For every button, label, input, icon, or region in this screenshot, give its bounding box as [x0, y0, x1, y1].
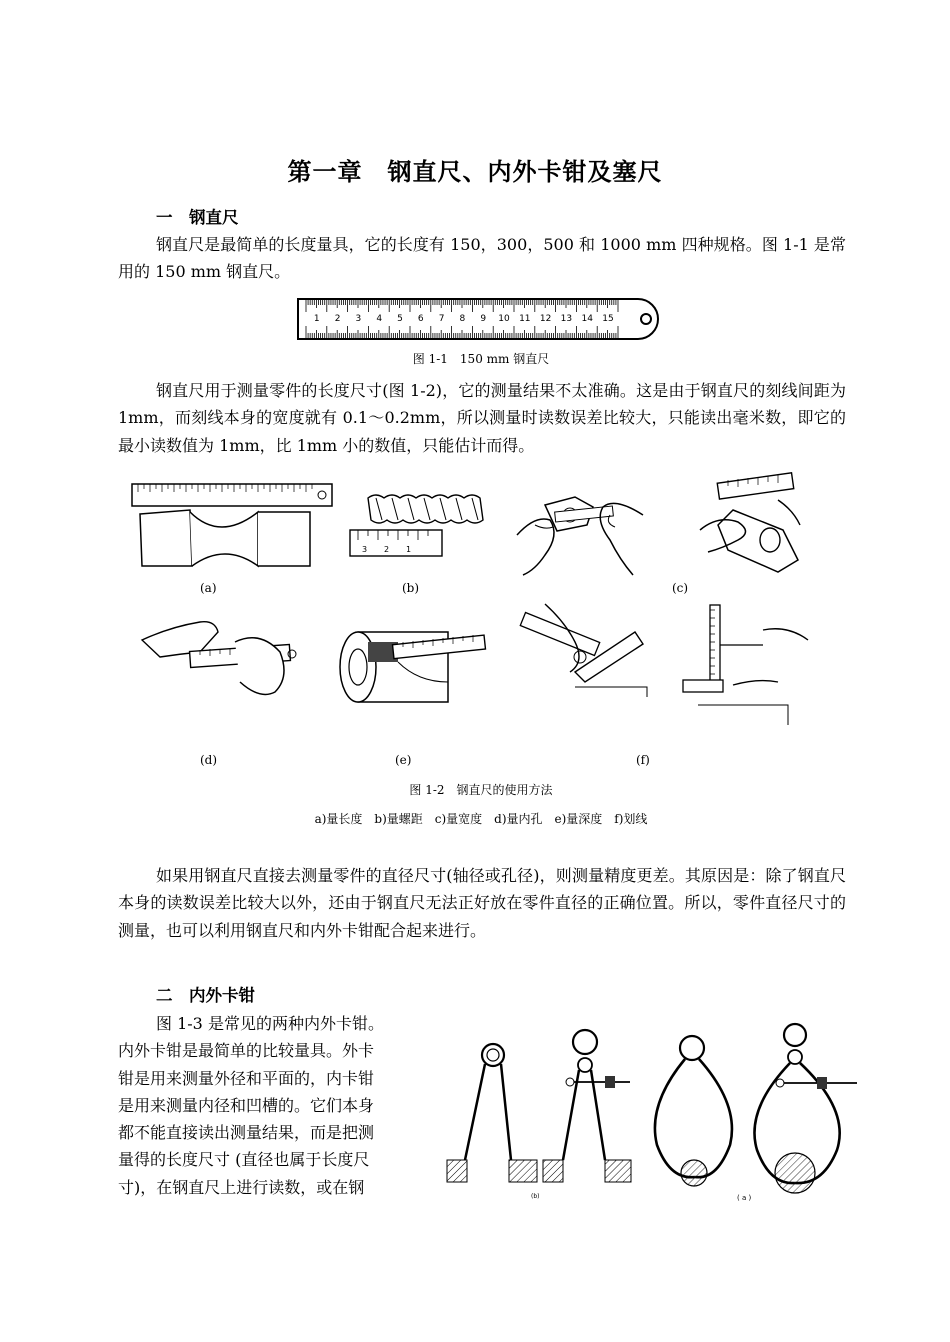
- figure-label-a: (a): [200, 581, 217, 595]
- ruler-number: 6: [417, 314, 424, 324]
- caliper-text-line: 是用来测量内径和凹槽的。它们本身: [118, 1095, 375, 1115]
- figure-measure-pitch: [348, 490, 498, 560]
- figure-1-3-label-b: (b): [531, 1193, 540, 1200]
- caliper-text-line: 寸)，在钢直尺上进行读数，或在钢: [118, 1177, 365, 1197]
- section-heading-steel-ruler: 一 钢直尺: [156, 208, 239, 227]
- caliper-text-line: 量得的长度尺寸 (直径也属于长度尺: [118, 1150, 370, 1170]
- figure-1-1-caption: 图 1-1 150 mm 钢直尺: [412, 352, 550, 366]
- ruler-number: 7: [438, 314, 445, 324]
- figure-1-3-label-a: ( a ): [737, 1194, 752, 1202]
- paragraph-diameter: 如果用钢直尺直接去测量零件的直径尺寸(轴径或孔径)，则测量精度更差。其原因是：除了钢直尺本身的读数误差比较大以外，还由于钢直尺无法正好放在零件直径的正确位置。所以，零件直径尺寸的测量，也可以利用钢直尺和内外卡钳配合起来进行。: [118, 866, 846, 940]
- ruler-number: 4: [376, 314, 383, 324]
- svg-text:3: 3: [362, 545, 368, 554]
- figure-outer-calipers: [645, 1015, 865, 1210]
- figure-measure-line-marking: [515, 602, 650, 697]
- paragraph-calipers: [118, 1010, 438, 1201]
- ruler-number: 2: [334, 314, 341, 324]
- caliper-text-line: 内外卡钳是最简单的比较量具。外卡: [118, 1041, 375, 1061]
- ruler-number: 1: [313, 314, 320, 324]
- figure-measure-inner-hole: [698, 470, 803, 575]
- figure-1-2-subcaption: a)量长度 b)量螺距 c)量宽度 d)量内孔 e)量深度 f)划线: [314, 812, 648, 826]
- figure-label-e: (e): [395, 753, 412, 767]
- figure-measure-width: [515, 485, 645, 577]
- ruler-number: 15: [602, 314, 614, 324]
- section-heading-calipers: 二 内外卡钳: [156, 986, 255, 1005]
- ruler-number: 9: [480, 314, 487, 324]
- figure-1-2-caption: 图 1-2 钢直尺的使用方法: [409, 783, 553, 797]
- ruler-number: 3: [355, 314, 362, 324]
- ruler-number: 13: [560, 314, 573, 324]
- paragraph-ruler-accuracy: 钢直尺用于测量零件的长度尺寸(图 1-2)，它的测量结果不太准确。这是由于钢直尺的刻线间距为 1mm，而刻线本身的宽度就有 0.1～0.2mm，所以测量时读数误差比较大，只能读出毫米数，即它的最小读数值为 1mm，比 1mm 小的数值，只能估计而得。: [118, 381, 846, 455]
- ruler-number: 5: [397, 314, 403, 324]
- ruler-number: 14: [581, 314, 593, 324]
- caliper-text-line: 都不能直接读出测量结果，而是把测: [118, 1123, 375, 1143]
- figure-steel-ruler: [296, 297, 666, 343]
- caliper-text-line: 图 1-3 是常见的两种内外卡钳。: [156, 1014, 384, 1033]
- ruler-number: 12: [539, 314, 552, 324]
- figure-measure-depth: [140, 612, 305, 702]
- ruler-number: 10: [498, 314, 510, 324]
- paragraph-intro: 钢直尺是最简单的长度量具，它的长度有 150，300，500 和 1000 mm 四种规格。图 1-1 是常用的 150 mm 钢直尺。: [118, 235, 846, 282]
- page-title: 第一章 钢直尺、内外卡钳及塞尺: [287, 158, 663, 186]
- figure-label-c: (c): [672, 581, 689, 595]
- caliper-text-line: 钳是用来测量外径和平面的，内卡钳: [118, 1068, 375, 1088]
- ruler-number: 8: [459, 314, 466, 324]
- svg-text:1: 1: [406, 545, 412, 554]
- figure-measure-groove-depth: [338, 612, 488, 712]
- figure-inner-calipers: [445, 1020, 635, 1210]
- figure-label-f: (f): [636, 753, 650, 767]
- ruler-number: 11: [519, 314, 531, 324]
- svg-text:2: 2: [384, 545, 390, 554]
- figure-scribing: [678, 600, 813, 725]
- figure-label-b: (b): [402, 581, 420, 595]
- figure-label-d: (d): [200, 753, 218, 767]
- figure-measure-length: [130, 482, 335, 572]
